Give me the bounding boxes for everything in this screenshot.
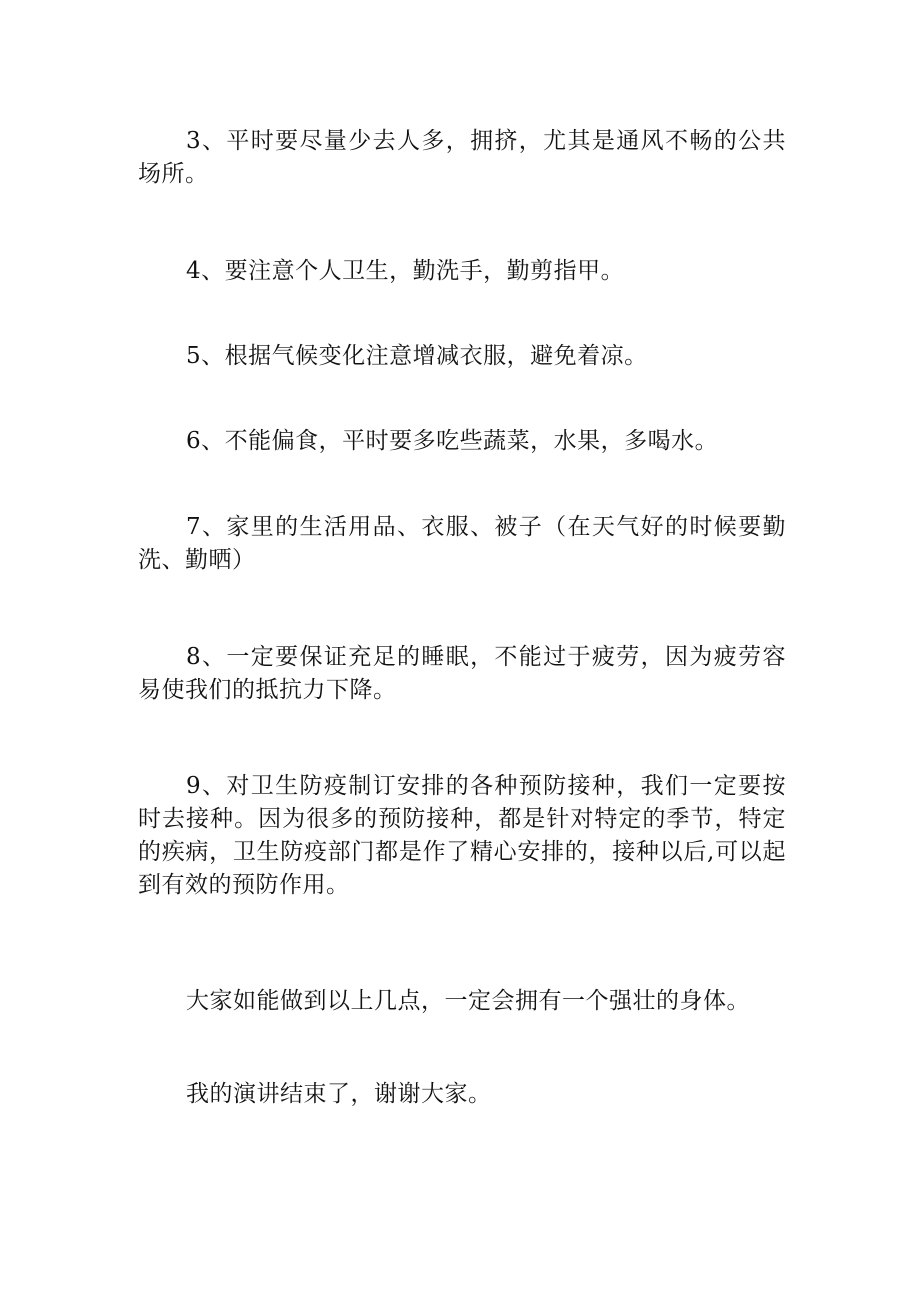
paragraph-closing: 我的演讲结束了，谢谢大家。 xyxy=(186,1081,492,1107)
paragraph-item-7: 7、家里的生活用品、衣服、被子（在天气好的时候要勤洗、勤晒） xyxy=(138,514,786,573)
paragraph-item-4: 4、要注意个人卫生，勤洗手，勤剪指甲。 xyxy=(186,258,625,284)
paragraph-item-9: 9、对卫生防疫制订安排的各种预防接种，我们一定要按时去接种。因为很多的预防接种，都是针对特定的季节，特定的疾病，卫生防疫部门都是作了精心安排的，接种以后,可以起到有效的预防作用。 xyxy=(138,773,786,898)
paragraph-item-5: 5、根据气候变化注意增减衣服，避免着凉。 xyxy=(186,343,648,369)
paragraph-summary: 大家如能做到以上几点，一定会拥有一个强壮的身体。 xyxy=(186,988,750,1014)
paragraph-item-6: 6、不能偏食，平时要多吃些蔬菜，水果，多喝水。 xyxy=(186,428,719,454)
paragraph-item-8: 8、一定要保证充足的睡眠，不能过于疲劳，因为疲劳容易使我们的抵抗力下降。 xyxy=(138,644,786,703)
paragraph-item-3: 3、平时要尽量少去人多，拥挤，尤其是通风不畅的公共场所。 xyxy=(138,128,786,187)
